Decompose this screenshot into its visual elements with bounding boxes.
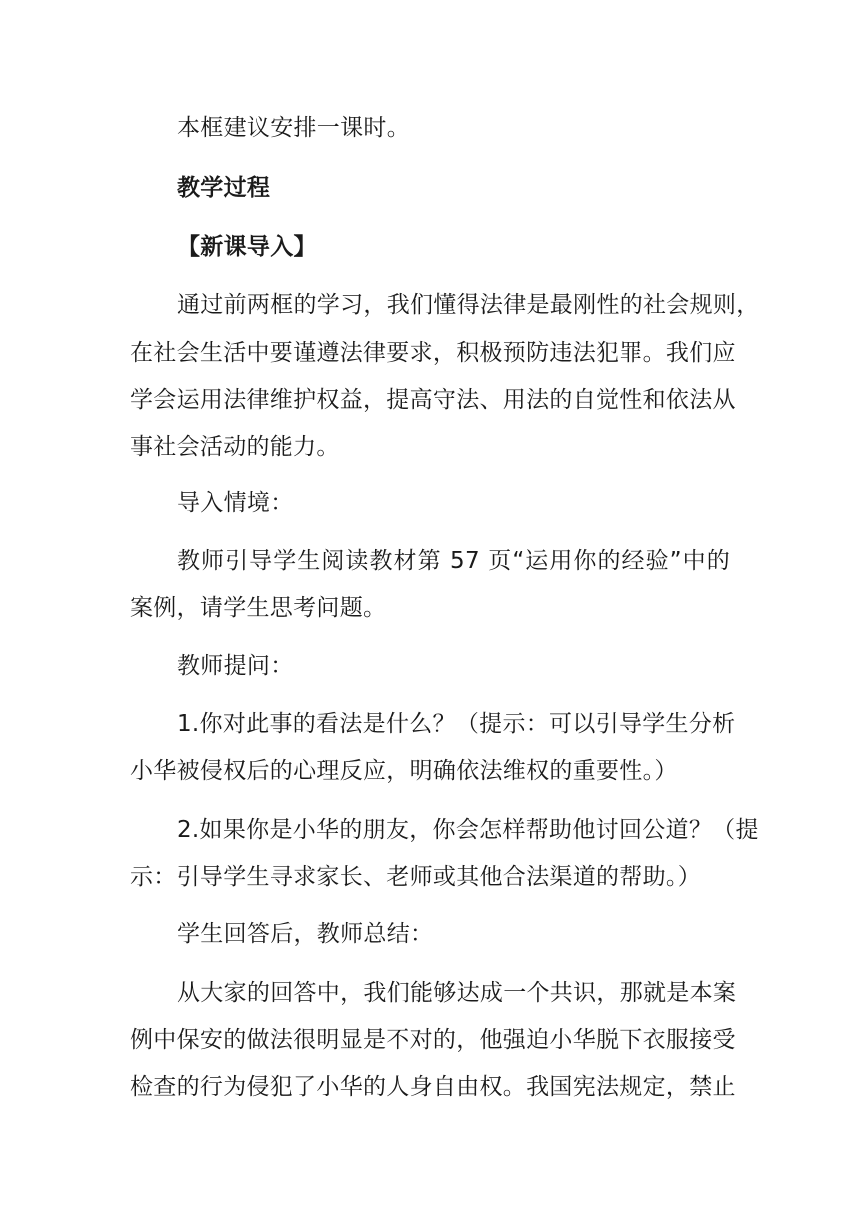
heading-teaching-process: 教学过程 bbox=[177, 175, 271, 201]
paragraph-reading-line-1: 教师引导学生阅读教材第 57 页“运用你的经验”中的 bbox=[177, 548, 730, 574]
question-2-line-2: 示：引导学生寻求家长、老师或其他合法渠道的帮助。） bbox=[130, 864, 701, 890]
paragraph-reading-line-2: 案例，请学生思考问题。 bbox=[130, 595, 387, 621]
question-1-line-1: 1.你对此事的看法是什么？（提示：可以引导学生分析 bbox=[177, 711, 736, 737]
summary-line-1: 从大家的回答中，我们能够达成一个共识，那就是本案 bbox=[177, 980, 737, 1006]
paragraph-intro-line-3: 学会运用法律维护权益，提高守法、用法的自觉性和依法从 bbox=[130, 387, 736, 413]
paragraph-teacher-summary-label: 学生回答后，教师总结： bbox=[177, 921, 434, 947]
paragraph-intro-line-2: 在社会生活中要谨遵法律要求，积极预防违法犯罪。我们应 bbox=[130, 340, 736, 366]
paragraph-lesson-duration: 本框建议安排一课时。 bbox=[177, 115, 410, 141]
paragraph-intro-line-1: 通过前两框的学习，我们懂得法律是最刚性的社会规则， bbox=[177, 292, 760, 318]
summary-line-3: 检查的行为侵犯了小华的人身自由权。我国宪法规定，禁止 bbox=[130, 1074, 736, 1100]
summary-line-2: 例中保安的做法很明显是不对的，他强迫小华脱下衣服接受 bbox=[130, 1027, 736, 1053]
paragraph-scenario-label: 导入情境： bbox=[177, 490, 294, 516]
paragraph-intro-line-4: 事社会活动的能力。 bbox=[130, 434, 340, 460]
question-2-line-1: 2.如果你是小华的朋友，你会怎样帮助他讨回公道？（提 bbox=[177, 817, 759, 843]
heading-new-lesson-intro: 【新课导入】 bbox=[177, 234, 317, 260]
question-1-line-2: 小华被侵权后的心理反应，明确依法维权的重要性。） bbox=[130, 758, 678, 784]
paragraph-teacher-question-label: 教师提问： bbox=[177, 653, 294, 679]
